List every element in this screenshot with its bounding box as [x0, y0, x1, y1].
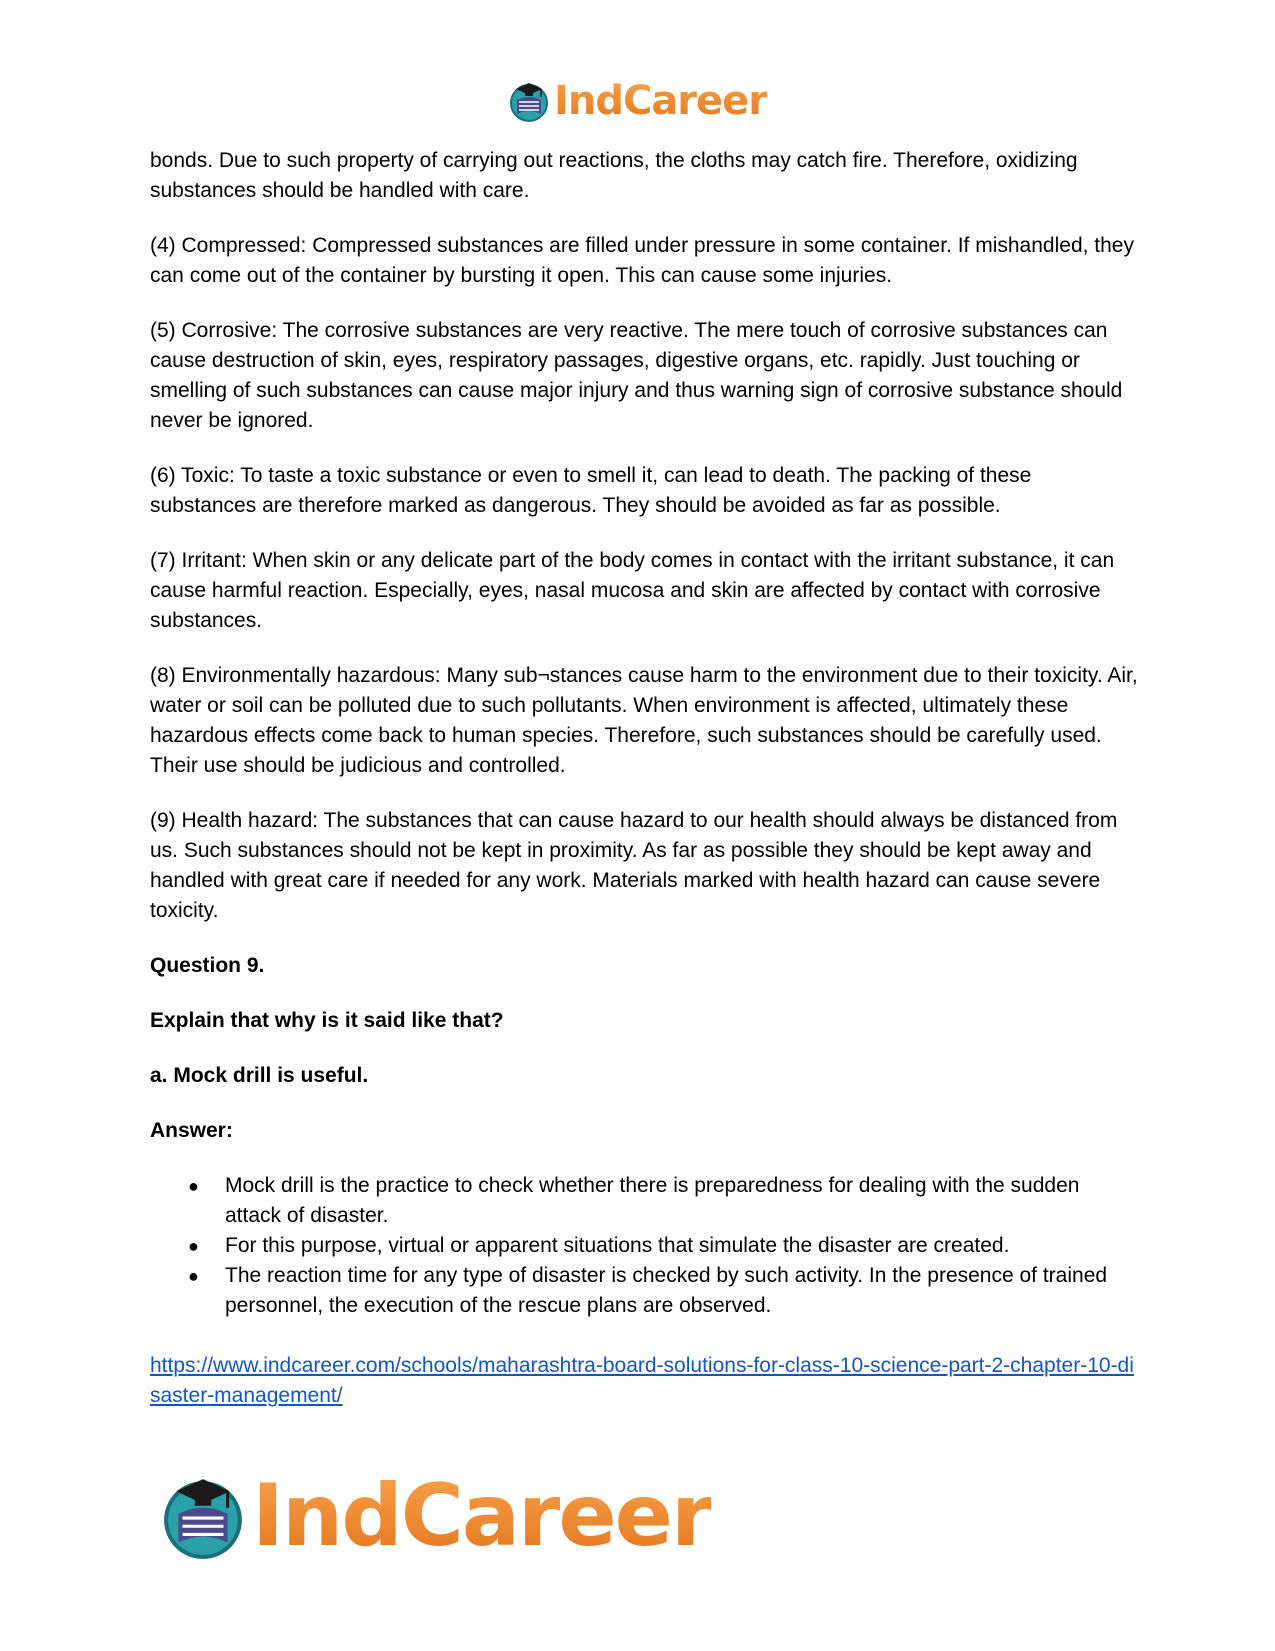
paragraph-corrosive: (5) Corrosive: The corrosive substances are very reactive. The mere touch of corrosive substances can cause destruction of skin, eyes, respiratory passages, digestive organs, etc. rapidly. Just touching or smelling of such substances can cause major injury and thus warning sign of corrosive substance should never be ignored.: [150, 319, 1123, 432]
question-number: Question 9.: [150, 954, 265, 977]
question-part: a. Mock drill is useful.: [150, 1064, 369, 1087]
brand-logo: [508, 78, 767, 124]
list-item: [188, 1231, 1140, 1261]
bullet-icon: ●: [188, 1176, 199, 1196]
bullet-icon: ●: [188, 1236, 199, 1256]
list-item: [188, 1261, 1140, 1321]
paragraph-oxidizing-continued: bonds. Due to such property of carrying out reactions, the cloths may catch fire. Therefore, oxidizing substances should be handled with care.: [150, 149, 1078, 202]
source-link[interactable]: https://www.indcareer.com/schools/maharashtra-board-solutions-for-class-10-science-part-2-chapter-10-disaster-management/: [150, 1354, 1134, 1407]
footer-logo: [160, 1468, 711, 1564]
brand-logo-text: IndCareer: [553, 78, 768, 124]
question-prompt: Explain that why is it said like that?: [150, 1009, 504, 1032]
brand-logo-text: IndCareer: [252, 1466, 712, 1566]
list-item-text: For this purpose, virtual or apparent situations that simulate the disaster are created.: [225, 1234, 1010, 1257]
paragraph-compressed: (4) Compressed: Compressed substances are filled under pressure in some container. If mishandled, they can come out of the container by bursting it open. This can cause some injuries.: [150, 234, 1134, 287]
paragraph-toxic: (6) Toxic: To taste a toxic substance or even to smell it, can lead to death. The packing of these substances are therefore marked as dangerous. They should be avoided as far as possible.: [150, 464, 1032, 517]
header-logo: [0, 78, 1275, 124]
globe-graduation-cap-icon: [160, 1473, 246, 1559]
list-item-text: The reaction time for any type of disaster is checked by such activity. In the presence of trained personnel, the execution of the rescue plans are observed.: [225, 1264, 1108, 1317]
list-item-text: Mock drill is the practice to check whether there is preparedness for dealing with the sudden attack of disaster.: [225, 1174, 1080, 1227]
answer-list: [150, 1171, 1140, 1321]
brand-logo: [160, 1468, 711, 1564]
answer-label: Answer:: [150, 1119, 233, 1142]
bullet-icon: ●: [188, 1266, 199, 1286]
document-body: [150, 146, 1140, 1411]
paragraph-environmentally-hazardous: (8) Environmentally hazardous: Many sub¬stances cause harm to the environment due to their toxicity. Air, water or soil can be polluted due to such pollutants. When environment is affected, ultimately these hazardous effects come back to human species. Therefore, such substances should be carefully used. Their use should be judicious and controlled.: [150, 664, 1138, 777]
paragraph-health-hazard: (9) Health hazard: The substances that can cause hazard to our health should always be distanced from us. Such substances should not be kept in proximity. As far as possible they should be kept away and handled with great care if needed for any work. Materials marked with health hazard can cause severe toxicity.: [150, 809, 1118, 922]
globe-graduation-cap-icon: [508, 80, 550, 122]
list-item: [188, 1171, 1140, 1231]
paragraph-irritant: (7) Irritant: When skin or any delicate part of the body comes in contact with the irritant substance, it can cause harmful reaction. Especially, eyes, nasal mucosa and skin are affected by contact with corrosive substances.: [150, 549, 1115, 632]
